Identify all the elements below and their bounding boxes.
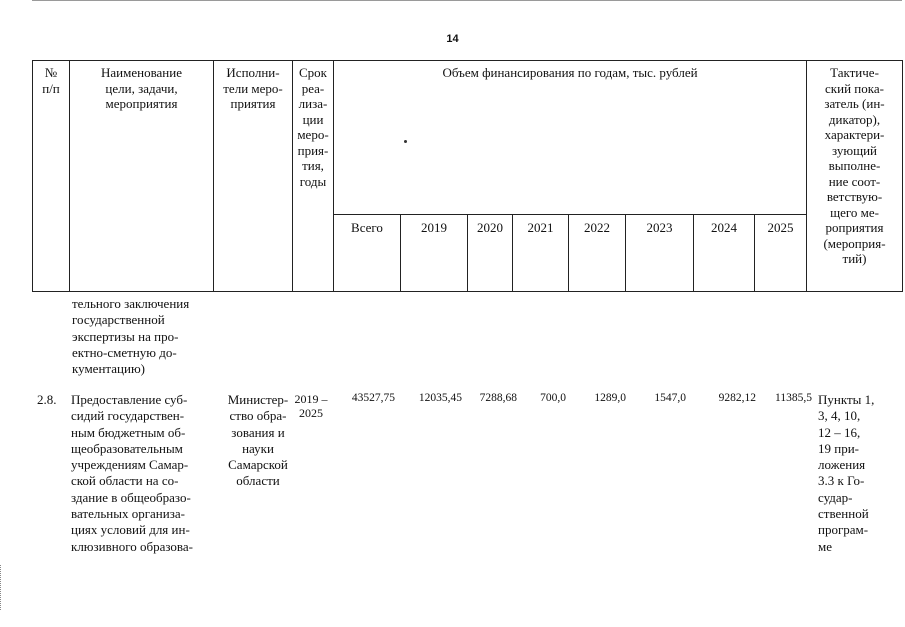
row-value: 9282,12 — [718, 392, 756, 404]
row-value: 700,0 — [540, 392, 566, 404]
row-value: 1289,0 — [594, 392, 626, 404]
header-year: 2020 — [468, 215, 513, 292]
header-funding: Объем финансирования по годам, тыс. рублей — [334, 61, 807, 215]
header-executors: Исполни- тели меро- приятия — [214, 61, 293, 292]
header-year: 2024 — [694, 215, 755, 292]
row-value: 12035,45 — [418, 392, 462, 404]
header-year: 2019 — [401, 215, 468, 292]
header-no-text: № п/п — [42, 65, 60, 96]
top-rule — [32, 0, 902, 1]
header-name-text: Наименование цели, задачи, мероприятия — [101, 65, 182, 111]
page-number: 14 — [446, 33, 459, 45]
continuation-text: тельного заключения государственной экспертизы на про- ектно-сметную до- кументацию) — [72, 296, 190, 377]
row-number: 2.8. — [37, 392, 57, 407]
header-name — [70, 61, 214, 292]
header-no — [33, 61, 70, 292]
header-year: 2025 — [755, 215, 807, 292]
row-value: 11385,5 — [775, 392, 812, 404]
table-header — [32, 60, 903, 292]
header-total: Всего — [334, 215, 401, 292]
row-total: 43527,75 — [351, 392, 395, 404]
header-term: Срок реа- лиза- ции меро- прия- тия, годы — [293, 61, 334, 292]
row-indicator: Пункты 1, 3, 4, 10, 12 – 16, 19 при- ложения 3.3 к Го- судар- ственной програм- ме — [818, 392, 875, 554]
row-name: Предоставление суб- сидий государствен- ным бюджетным об- щеобразовательным учреждениям Самар- ской области на со- здание в общеобразо- вательных организа- циях условий для ин- клюзивного образова- — [71, 392, 193, 554]
row-executor: Министер- ство обра- зования и науки Самарской области — [227, 392, 289, 489]
stray-dot — [404, 140, 407, 143]
header-year: 2023 — [626, 215, 694, 292]
margin-marks — [0, 565, 7, 610]
header-indicator: Тактиче- ский пока- затель (ин- дикатор), характери- зующий выполне- ние соот- ветствую- щего ме- роприятия (мероприя- тий) — [807, 61, 903, 292]
row-value: 1547,0 — [654, 392, 686, 404]
header-year: 2021 — [513, 215, 569, 292]
row-value: 7288,68 — [479, 392, 517, 404]
row-term: 2019 – 2025 — [294, 392, 328, 420]
header-year: 2022 — [569, 215, 626, 292]
